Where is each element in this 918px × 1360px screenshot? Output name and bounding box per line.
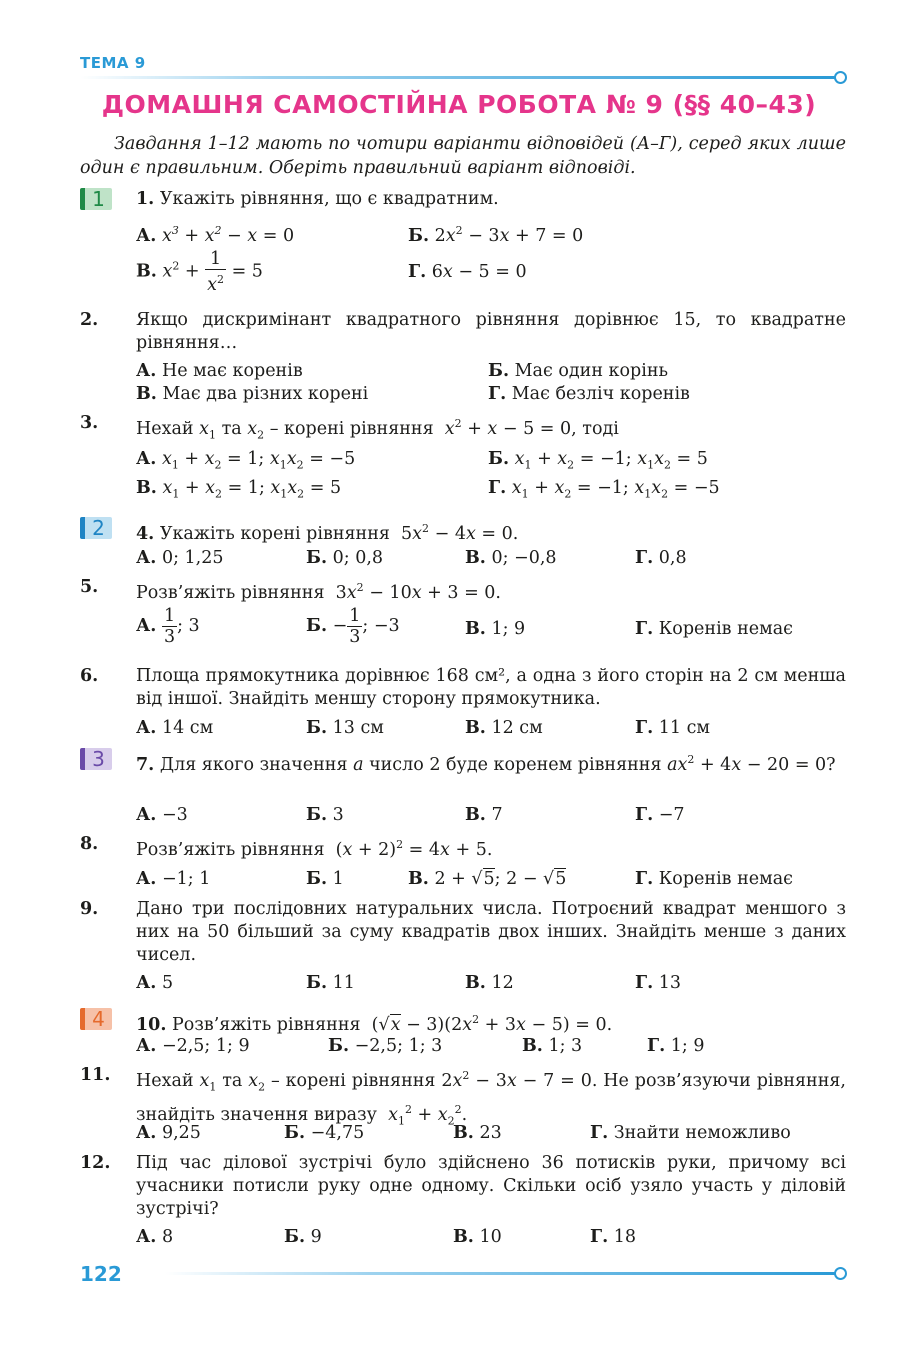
question-5-number: 5. [80,577,99,597]
question-10: 10. Розв’яжіть рівняння $(√x - 3)(2x^2 + 3x - 5) = 0$. [136,1013,613,1035]
page-title: ДОМАШНЯ САМОСТІЙНА РОБОТА № 9 (§§ 40–43) [101,90,817,119]
q2-option-b[interactable]: Б. Має один корінь [488,361,669,381]
question-11-number: 11. [80,1065,111,1085]
question-8: Розв’яжіть рівняння $(x + 2)^2 = 4x + 5$. [136,838,493,860]
q4-option-d[interactable]: Г. 0,8 [635,548,687,568]
topic-label: ТЕМА 9 [80,54,146,72]
question-12: Під час ділової зустрічі було здійснено 36 потисків руки, причому всі учасники потисли руку одне одному. Скільки осіб узяло участь у діловій зустрічі? [136,1153,846,1219]
q10-option-a[interactable]: А. −2,5; 1; 9 [136,1036,250,1056]
q9-option-b[interactable]: Б. 11 [306,973,355,993]
q3-option-b[interactable]: Б. $x_1 + x_2 = -1$; $x_1x_2 = 5$ [488,449,708,472]
question-3: Нехай $x_1$ та $x_2$ – корені рівняння $x^2 + x - 5 = 0$, тоді [136,417,619,442]
q4-option-b[interactable]: Б. 0; 0,8 [306,548,384,568]
q8-option-c[interactable]: В. 2 + √5; 2 − √5 [408,869,567,889]
q8-option-b[interactable]: Б. 1 [306,869,344,889]
question-4: 4. Укажіть корені рівняння $5x^2 - 4x = 0$. [136,522,519,544]
question-5: Розв’яжіть рівняння $3x^2 - 10x + 3 = 0$. [136,581,501,603]
q3-option-c[interactable]: В. $x_1 + x_2 = 1$; $x_1x_2 = 5$ [136,478,342,501]
q5-option-d[interactable]: Г. Коренів немає [635,619,793,639]
q6-option-d[interactable]: Г. 11 см [635,718,711,738]
divider-end-circle-icon [834,71,847,84]
question-9-number: 9. [80,899,99,919]
q7-option-b[interactable]: Б. 3 [306,805,344,825]
q10-option-d[interactable]: Г. 1; 9 [647,1036,705,1056]
q8-option-d[interactable]: Г. Коренів немає [635,869,793,889]
question-6: Площа прямокутника дорівнює 168 см², а одна з його сторін на 2 см менша від іншої. Знайдіть меншу сторону прямокутника. [136,666,846,709]
q11-option-a[interactable]: А. 9,25 [136,1123,201,1143]
q12-option-b[interactable]: Б. 9 [284,1227,322,1247]
q1-option-b[interactable]: Б. $2x^2 - 3x + 7 = 0$ [408,224,584,246]
page-number: 122 [80,1262,122,1286]
question-2: Якщо дискримінант квадратного рівняння дорівнює 15, то квадратне рівняння… [136,310,846,353]
q4-option-a[interactable]: А. 0; 1,25 [136,548,224,568]
q1-option-a[interactable]: А. $x^3 + x^2 - x = 0$ [136,224,295,246]
question-7: 7. Для якого значення a число 2 буде коренем рівняння $ax^2 + 4x - 20 = 0$? [136,753,836,775]
question-12-number: 12. [80,1153,111,1173]
instructions: Завдання 1–12 мають по чотири варіанти відповідей (А–Г), серед яких лише один є правильним. Оберіть правильний варіант відповіді. [80,134,846,178]
q5-option-c[interactable]: В. 1; 9 [465,619,526,639]
question-1: 1. Укажіть рівняння, що є квадратним. [136,189,499,209]
q10-option-b[interactable]: Б. −2,5; 1; 3 [328,1036,443,1056]
q8-option-a[interactable]: А. −1; 1 [136,869,211,889]
q11-option-b[interactable]: Б. −4,75 [284,1123,365,1143]
question-8-number: 8. [80,834,99,854]
q6-option-c[interactable]: В. 12 см [465,718,543,738]
q6-option-b[interactable]: Б. 13 см [306,718,384,738]
q11-option-c[interactable]: В. 23 [453,1123,502,1143]
level-2-badge: 2 [80,517,112,539]
q3-option-a[interactable]: А. $x_1 + x_2 = 1$; $x_1x_2 = -5$ [136,449,356,472]
footer-divider [165,1272,836,1275]
q2-option-d[interactable]: Г. Має безліч коренів [488,384,690,404]
q3-option-d[interactable]: Г. $x_1 + x_2 = -1$; $x_1x_2 = -5$ [488,478,720,501]
q6-option-a[interactable]: А. 14 см [136,718,214,738]
q1-option-d[interactable]: Г. 6x − 5 = 0 [408,262,527,282]
q9-option-c[interactable]: В. 12 [465,973,514,993]
q12-option-a[interactable]: А. 8 [136,1227,174,1247]
question-9: Дано три послідовних натуральних числа. Потроєний квадрат меншого з них на 50 більший за суму квадратів двох інших. Знайдіть менше з даних чисел. [136,899,846,965]
q12-option-c[interactable]: В. 10 [453,1227,502,1247]
question-2-number: 2. [80,310,99,330]
q2-option-a[interactable]: А. Не має коренів [136,361,303,381]
q7-option-c[interactable]: В. 7 [465,805,503,825]
q5-option-b[interactable]: Б. − $\frac{1}{3}$ ; −3 [306,606,400,647]
header-divider [80,76,836,79]
q9-option-a[interactable]: А. 5 [136,973,174,993]
q7-option-a[interactable]: А. −3 [136,805,188,825]
q2-option-c[interactable]: В. Має два різних корені [136,384,369,404]
q4-option-c[interactable]: В. 0; −0,8 [465,548,557,568]
q11-option-d[interactable]: Г. Знайти неможливо [590,1123,791,1143]
question-3-number: 3. [80,413,99,433]
level-3-badge: 3 [80,748,112,770]
q9-option-d[interactable]: Г. 13 [635,973,682,993]
q12-option-d[interactable]: Г. 18 [590,1227,637,1247]
q10-option-c[interactable]: В. 1; 3 [522,1036,583,1056]
question-11: Нехай $x_1$ та $x_2$ – корені рівняння $2x^2 - 3x - 7 = 0$. Не розв’язуючи рівняння, знайдіть значення виразу $x_1^2 + x_2^2$. [136,1069,846,1128]
level-1-badge: 1 [80,188,112,210]
level-4-badge: 4 [80,1008,112,1030]
question-6-number: 6. [80,666,99,686]
q1-option-c[interactable]: В. $x^2$ + $\frac{1}{x^2}$ = 5 [136,249,263,295]
q5-option-a[interactable]: А. $\frac{1}{3}$ ; 3 [136,606,200,647]
divider-end-circle-icon [834,1267,847,1280]
q7-option-d[interactable]: Г. −7 [635,805,685,825]
